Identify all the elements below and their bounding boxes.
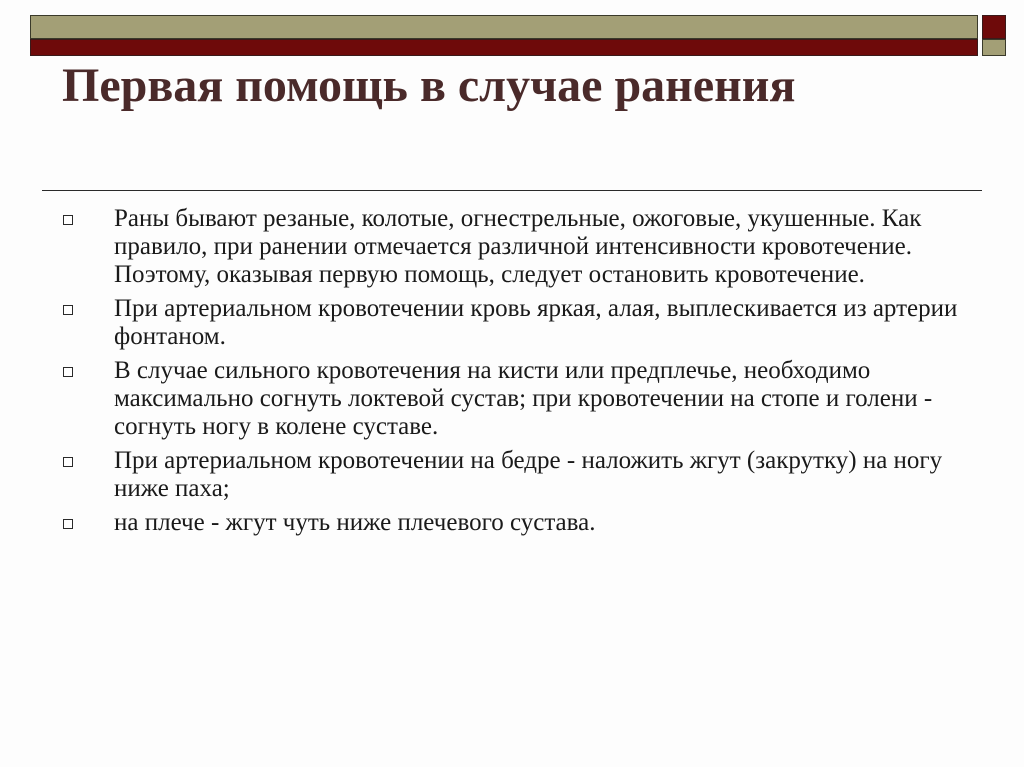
header-decor-square-olive bbox=[982, 39, 1006, 56]
bullet-text: При артериальном кровотечении на бедре - наложить жгут (закрутку) на ногу ниже паха; bbox=[114, 447, 943, 502]
bullet-item bbox=[62, 205, 962, 289]
header-decor-bar-maroon bbox=[30, 39, 978, 56]
bullet-item bbox=[62, 447, 962, 503]
square-bullet-icon bbox=[63, 215, 73, 225]
bullet-text: на плече - жгут чуть ниже плечевого сустава. bbox=[114, 509, 596, 536]
bullet-text: В случае сильного кровотечения на кисти или предплечье, необходимо максимально согнуть локтевой сустав; при кровотечении на стопе и голени - согнуть ногу в колене суставе. bbox=[114, 357, 933, 440]
header-decor-bar-olive bbox=[30, 15, 978, 39]
bullet-text: Раны бывают резаные, колотые, огнестрельные, ожоговые, укушенные. Как правило, при ранении отмечается различной интенсивности кровотечение. Поэтому, оказывая первую помощь, следует остановить кровотечение. bbox=[114, 205, 922, 288]
square-bullet-icon bbox=[63, 367, 73, 377]
square-bullet-icon bbox=[63, 305, 73, 315]
title-divider bbox=[42, 190, 982, 191]
slide-title: Первая помощь в случае ранения bbox=[62, 59, 796, 112]
square-bullet-icon bbox=[63, 519, 73, 529]
bullet-item bbox=[62, 509, 962, 537]
square-bullet-icon bbox=[63, 457, 73, 467]
bullet-item bbox=[62, 295, 962, 351]
header-decor-square-maroon bbox=[982, 15, 1006, 39]
bullet-list bbox=[62, 205, 962, 543]
bullet-text: При артериальном кровотечении кровь яркая, алая, выплескивается из артерии фонтаном. bbox=[114, 295, 958, 350]
bullet-item bbox=[62, 357, 962, 441]
